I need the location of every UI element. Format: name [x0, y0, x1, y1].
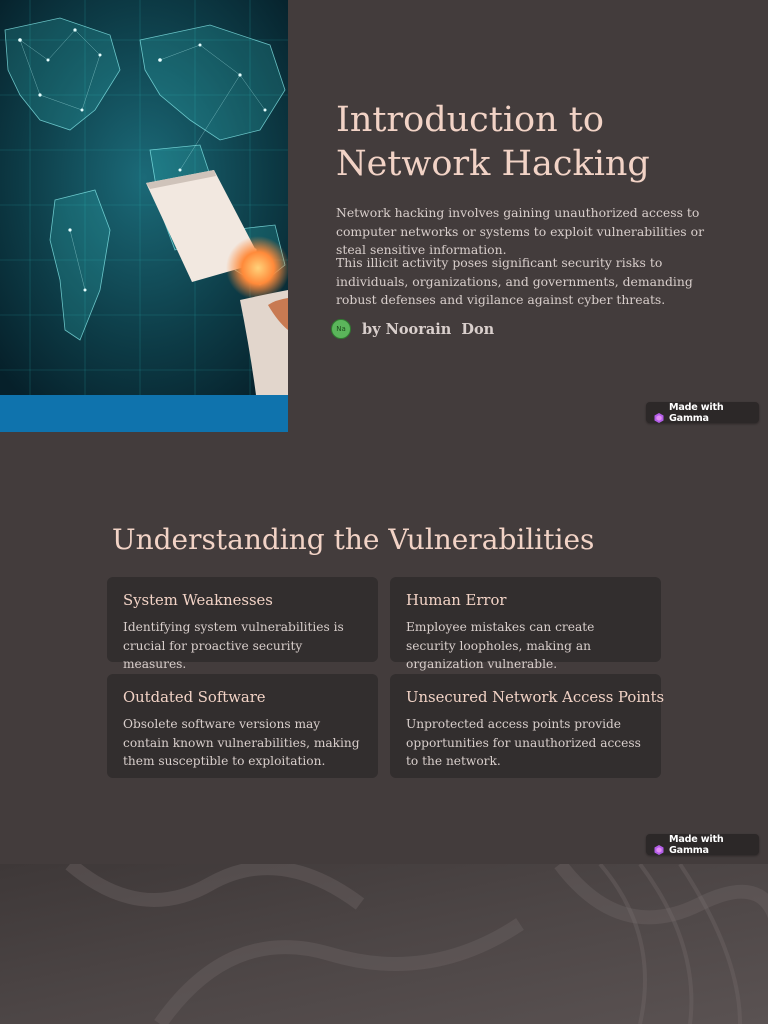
card-title: System Weaknesses	[123, 592, 273, 609]
author-byline	[331, 318, 494, 340]
intro-paragraph-2: This illicit activity poses significant security risks to individuals, organizations, and governments, demanding robust defenses and vigilance against cyber threats.	[336, 255, 693, 308]
intro-paragraph-1: Network hacking involves gaining unauthorized access to computer networks or systems to exploit vulnerabilities or steal sensitive information.	[336, 205, 704, 258]
slide-next-background	[0, 864, 768, 1024]
section-title: Understanding the Vulnerabilities	[112, 523, 595, 556]
made-with-gamma-button[interactable]	[646, 402, 759, 423]
card-title: Outdated Software	[123, 689, 266, 706]
card-unsecured-access-points	[390, 674, 665, 778]
card-title: Unsecured Network Access Points	[406, 689, 665, 706]
badge-label: Made with Gamma	[669, 833, 724, 856]
hero-image-band	[0, 395, 288, 432]
slide-title	[336, 98, 736, 186]
card-text: Employee mistakes can create security loopholes, making an organization vulnerable.	[406, 620, 595, 672]
card-text: Identifying system vulnerabilities is crucial for proactive security measures.	[123, 620, 344, 672]
author-name: by Noorain Don	[362, 320, 495, 338]
made-with-gamma-button[interactable]	[646, 834, 759, 855]
avatar: Na	[331, 319, 351, 339]
card-system-weaknesses	[107, 577, 378, 672]
card-title: Human Error	[406, 592, 507, 609]
card-human-error	[390, 577, 661, 672]
title-line-1: Introduction to	[336, 100, 604, 140]
gamma-logo-icon	[654, 408, 664, 418]
abstract-background-image	[0, 864, 768, 1024]
slide-vulnerabilities	[0, 432, 768, 864]
card-text: Unprotected access points provide opportunities for unauthorized access to the network.	[406, 717, 641, 769]
gamma-logo-icon	[654, 840, 664, 850]
badge-label: Made with Gamma	[669, 401, 724, 424]
slide-intro	[0, 0, 768, 432]
card-text: Obsolete software versions may contain known vulnerabilities, making them susceptible to exploitation.	[123, 717, 360, 769]
hero-image	[0, 0, 288, 432]
title-line-2: Network Hacking	[336, 144, 650, 184]
card-outdated-software	[107, 674, 378, 778]
